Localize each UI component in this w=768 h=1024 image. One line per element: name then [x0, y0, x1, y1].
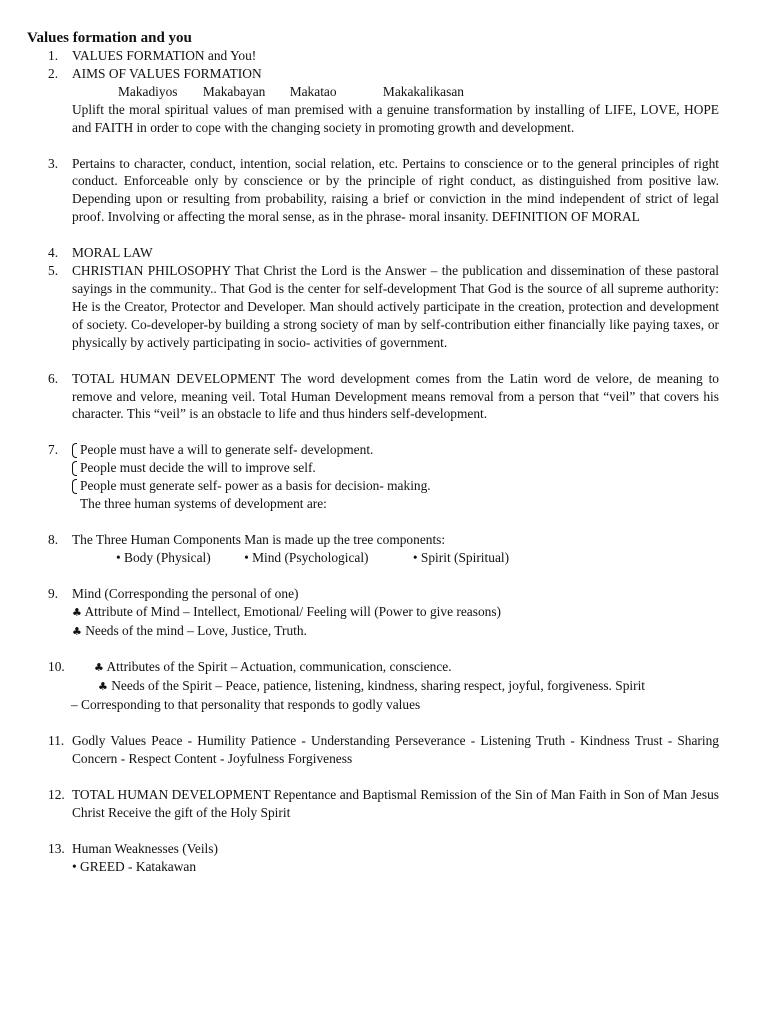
spirit-bullet: [72, 658, 719, 677]
club-icon: ♣: [94, 661, 104, 675]
list-item-6: [0, 370, 719, 424]
component-spirit: • Spirit (Spiritual): [412, 549, 510, 565]
item-text: Human Weaknesses (Veils): [72, 840, 218, 856]
item-number: 10.: [48, 659, 65, 675]
item-number: 2.: [48, 65, 59, 81]
bracket-icon: [72, 479, 77, 494]
bracket-text: People must decide the will to improve self.: [80, 460, 316, 476]
item-text: Pertains to character, conduct, intention, social relation, etc. Pertains to conscience or to the general principles of right conduct. Enforceable only by conscience or by the principle of right conduct, as distinguished from positive law. Depending upon or resulting from probability, raising a brief or conviction in the mind independent of strict of legal proof. Involving or affecting the moral sense, as in the phrase- moral insanity. DEFINITION OF MORAL: [72, 155, 719, 225]
bullet-text: Needs of the Spirit – Peace, patience, listening, kindness, sharing respect, joyful, forgiveness. Spirit: [111, 678, 646, 694]
club-icon: ♣: [98, 680, 108, 694]
bracket-text: People must generate self- power as a basis for decision- making.: [80, 478, 431, 494]
list-item-5: [0, 262, 719, 352]
item-number: 11.: [48, 733, 65, 749]
list-item-12: [0, 786, 719, 822]
item-number: 8.: [48, 531, 59, 547]
item-number: 7.: [48, 442, 59, 458]
item-number: 13.: [48, 840, 65, 856]
weakness-bullet: • GREED - Katakawan: [72, 858, 197, 874]
item-text: MORAL LAW: [72, 245, 153, 261]
bracket-icon: [72, 461, 77, 476]
aims-list: [72, 83, 719, 101]
item-number: 6.: [48, 370, 59, 386]
item-number: 1.: [48, 48, 59, 63]
list-item-1: [0, 47, 719, 65]
bracket-icon: [72, 443, 77, 458]
aim-makakalikasan: Makakalikasan: [382, 83, 464, 99]
component-mind: • Mind (Psychological): [244, 549, 369, 565]
aim-makatao: Makatao: [289, 83, 337, 99]
aims-heading: AIMS OF VALUES FORMATION: [72, 65, 262, 81]
item-number: 12.: [48, 787, 65, 802]
document-body: [0, 47, 768, 876]
bullet-text: Attributes of the Spirit – Actuation, communication, conscience.: [106, 659, 452, 675]
item-text: CHRISTIAN PHILOSOPHY That Christ the Lord is the Answer – the publication and dissemination of these pastoral sayings in the community.. That God is the center for self-development That God is the source of all supreme authority: He is the Creator, Protector and Developer. Man should actively participate in the creation, protection and development of society. Co-developer-by building a strong society of man by self-contribution either financially like paying taxes, or physically by actively participating in socio- activities of government.: [72, 263, 719, 350]
item-text: Godly Values Peace - Humility Patience - Understanding Perseverance - Listening Truth - Kindness Trust - Sharing Concern - Respect Content - Joyfulness Forgiveness: [72, 733, 719, 767]
list-item-10: [0, 658, 719, 714]
item-text: TOTAL HUMAN DEVELOPMENT The word development comes from the Latin word de velore, de meaning to remove and velore, meaning veil. Total Human Development means removal from a person that “veil” that covers his character. This “veil” is an obstacle to life and thus hinders self-development.: [72, 370, 719, 422]
item-number: 4.: [48, 245, 59, 261]
list-item-3: [0, 155, 719, 227]
item-text: TOTAL HUMAN DEVELOPMENT Repentance and Baptismal Remission of the Sin of Man Faith in Son of Man Jesus Christ Receive the gift of the Holy Spirit: [72, 787, 719, 820]
components-list: [72, 549, 719, 567]
list-item-4: [0, 244, 719, 262]
mind-bullet: [72, 603, 719, 622]
component-body: • Body (Physical): [116, 549, 211, 565]
spirit-continuation: – Corresponding to that personality that responds to godly values: [71, 697, 421, 713]
item-number: 3.: [48, 155, 59, 171]
item-number: 5.: [48, 263, 59, 279]
spirit-bullet: [72, 677, 719, 696]
list-item-11: [0, 732, 719, 768]
bracket-line: [72, 459, 719, 477]
mind-bullet: [72, 622, 719, 641]
list-item-8: [0, 531, 719, 567]
bullet-text: Needs of the mind – Love, Justice, Truth.: [85, 622, 307, 638]
list-item-9: [0, 585, 719, 641]
bullet-text: Attribute of Mind – Intellect, Emotional/ Feeling will (Power to give reasons): [84, 603, 501, 619]
page-title: Values formation and you: [27, 30, 192, 46]
item-number: 9.: [48, 585, 59, 601]
aims-paragraph: Uplift the moral spiritual values of man premised with a genuine transformation by installing of LIFE, LOVE, HOPE and FAITH in order to cope with the changing society in promoting growth and development.: [72, 101, 719, 135]
bracket-line: [72, 441, 719, 459]
bracket-line: [72, 477, 719, 495]
systems-intro: The three human systems of development are:: [80, 496, 327, 512]
club-icon: ♣: [72, 605, 82, 619]
club-icon: ♣: [72, 624, 82, 638]
item-text: VALUES FORMATION and You!: [72, 48, 257, 63]
list-item-7: [0, 441, 719, 513]
item-text: The Three Human Components Man is made up the tree components:: [72, 531, 446, 547]
item-text: Mind (Corresponding the personal of one): [72, 585, 299, 601]
list-item-13: [0, 840, 719, 876]
bracket-text: People must have a will to generate self- development.: [80, 442, 374, 458]
aim-makabayan: Makabayan: [202, 83, 266, 99]
aim-makadiyos: Makadiyos: [118, 83, 178, 99]
list-item-2: [0, 65, 719, 137]
